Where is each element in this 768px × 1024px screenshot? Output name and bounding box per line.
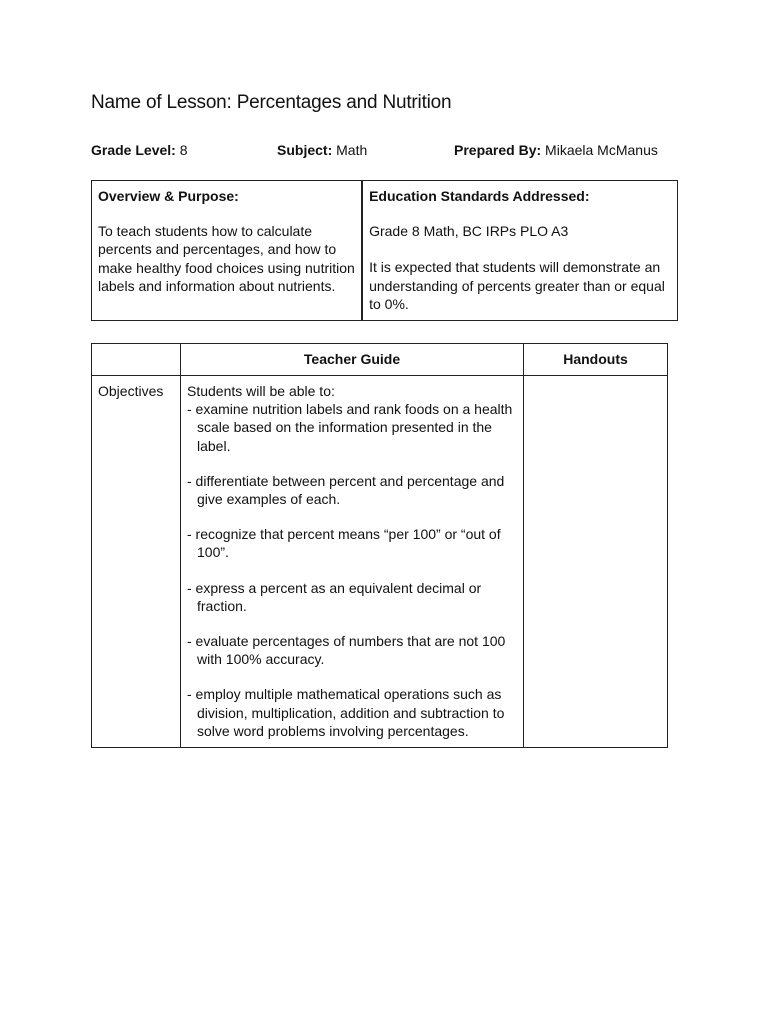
objectives-list <box>187 400 517 740</box>
standards-heading: Education Standards Addressed: <box>369 188 590 204</box>
objectives-label-cell <box>92 376 181 748</box>
teacher-guide-table <box>91 343 668 748</box>
objectives-content-cell <box>181 376 524 748</box>
prepared-by-label: Prepared By: <box>454 142 542 158</box>
overview-text: To teach students how to calculate percents and percentages, and how to make healthy food choices using nutrition labels and information about nutrients. <box>98 223 355 294</box>
header-handouts: Handouts <box>524 344 668 376</box>
overview-cell <box>92 181 363 321</box>
objective-item: - express a percent as an equivalent decimal or fraction. <box>187 579 482 614</box>
standards-cell <box>362 181 677 321</box>
overview-standards-table <box>91 180 678 321</box>
overview-heading: Overview & Purpose: <box>98 188 239 204</box>
subject-value: Math <box>332 142 368 158</box>
prepared-by <box>454 142 658 158</box>
header-empty <box>92 344 181 376</box>
objective-item: - evaluate percentages of numbers that are not 100 with 100% accuracy. <box>187 633 506 668</box>
header-teacher-guide: Teacher Guide <box>181 344 524 376</box>
subject <box>277 142 367 158</box>
lesson-meta-row <box>91 142 691 162</box>
grade-level <box>91 142 188 158</box>
standards-text-1: Grade 8 Math, BC IRPs PLO A3 <box>369 223 569 240</box>
objective-item: - differentiate between percent and percentage and give examples of each. <box>187 472 505 508</box>
objective-item: - examine nutrition labels and rank foods on a health scale based on the information presented in the label. <box>187 401 513 454</box>
objectives-label: Objectives <box>98 383 164 399</box>
grade-level-value: 8 <box>175 142 188 158</box>
prepared-by-value: Mikaela McManus <box>541 142 658 158</box>
objectives-row <box>92 376 668 748</box>
guide-header-row <box>92 344 668 376</box>
objectives-intro: Students will be able to: <box>187 383 335 399</box>
handouts-cell <box>524 376 668 748</box>
objective-item: - employ multiple mathematical operations such as division, multiplication, addition and subtraction to solve word problems involving percentages. <box>187 686 505 739</box>
objective-item: - recognize that percent means “per 100” or “out of 100”. <box>187 526 501 561</box>
grade-level-label: Grade Level: <box>91 142 176 158</box>
subject-label: Subject: <box>277 142 333 158</box>
standards-text-2: It is expected that students will demonstrate an understanding of percents greater than or equal to 0%. <box>369 259 665 312</box>
overview-row <box>92 181 678 321</box>
lesson-title: Name of Lesson: Percentages and Nutrition <box>91 92 452 113</box>
